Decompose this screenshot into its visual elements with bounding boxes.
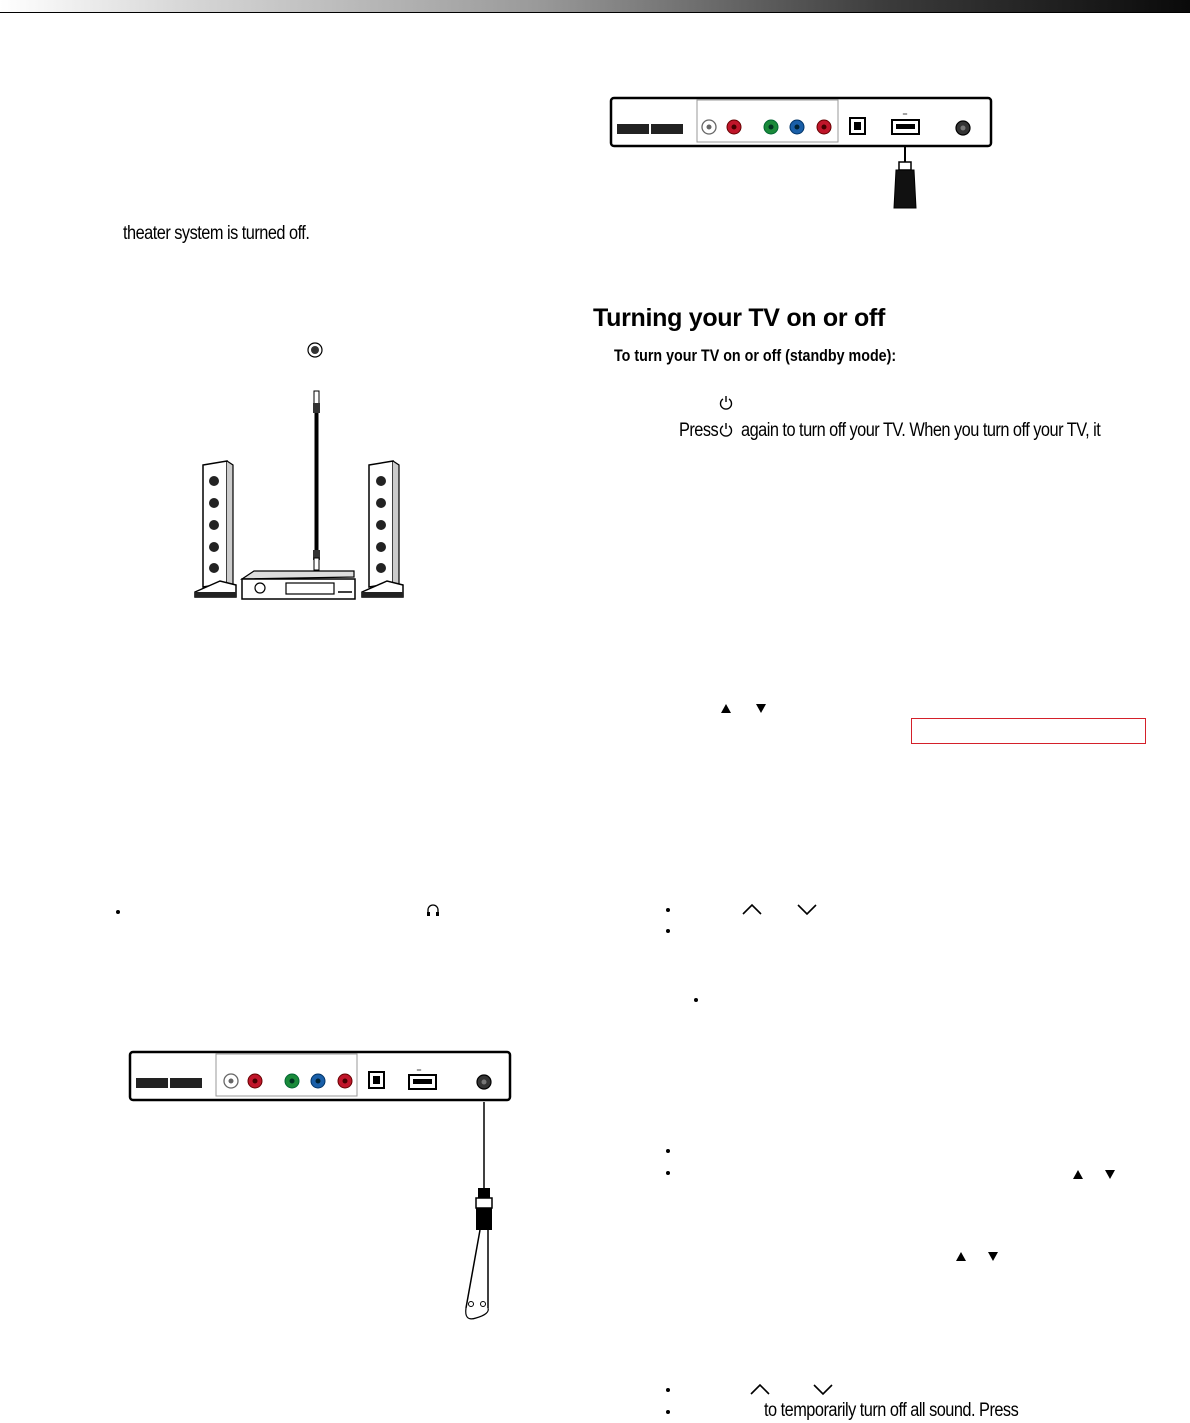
bullet: [694, 998, 698, 1002]
up-triangle-icon: [955, 1251, 967, 1262]
highlight-box: [911, 718, 1146, 744]
page-header-bar: [0, 0, 1190, 12]
down-triangle-icon: [1104, 1169, 1116, 1180]
right-speaker: [362, 461, 403, 597]
chevron-down-icon: [796, 902, 818, 916]
tv-rear-panel-headphone-illustration: [128, 1050, 513, 1325]
press-label: Press: [679, 420, 719, 441]
bullet: [666, 929, 670, 933]
tv-rear-panel-usb-illustration: [609, 96, 994, 214]
bullet: [666, 1149, 670, 1153]
av-receiver: [242, 571, 355, 599]
headphone-icon: [426, 903, 440, 917]
procedure-subheading: To turn your TV on or off (standby mode):: [614, 346, 897, 365]
section-heading: Turning your TV on or off: [593, 304, 885, 332]
down-triangle-icon: [987, 1251, 999, 1262]
press-power-text: again to turn off your TV. When you turn off your TV, it: [741, 420, 1101, 441]
bullet: [666, 1388, 670, 1392]
chevron-up-icon: [749, 1382, 771, 1396]
home-theater-illustration: [190, 385, 420, 603]
bullet: [116, 910, 120, 914]
digital-audio-jack-icon: [307, 342, 323, 358]
up-triangle-icon: [1072, 1169, 1084, 1180]
header-rule: [0, 12, 1190, 13]
power-icon: [719, 395, 733, 410]
bullet: [666, 908, 670, 912]
bullet: [666, 1171, 670, 1175]
mute-text: to temporarily turn off all sound. Press: [764, 1400, 1019, 1421]
chevron-down-icon: [812, 1382, 834, 1396]
svg-text:═: ═: [902, 112, 908, 118]
down-triangle-icon: [755, 703, 767, 714]
svg-text:═: ═: [416, 1068, 422, 1074]
left-speaker: [195, 461, 236, 597]
bullet: [666, 1410, 670, 1414]
power-icon: [719, 422, 733, 437]
chevron-up-icon: [741, 902, 763, 916]
up-triangle-icon: [720, 703, 732, 714]
left-text-theater-off: theater system is turned off.: [123, 223, 310, 244]
